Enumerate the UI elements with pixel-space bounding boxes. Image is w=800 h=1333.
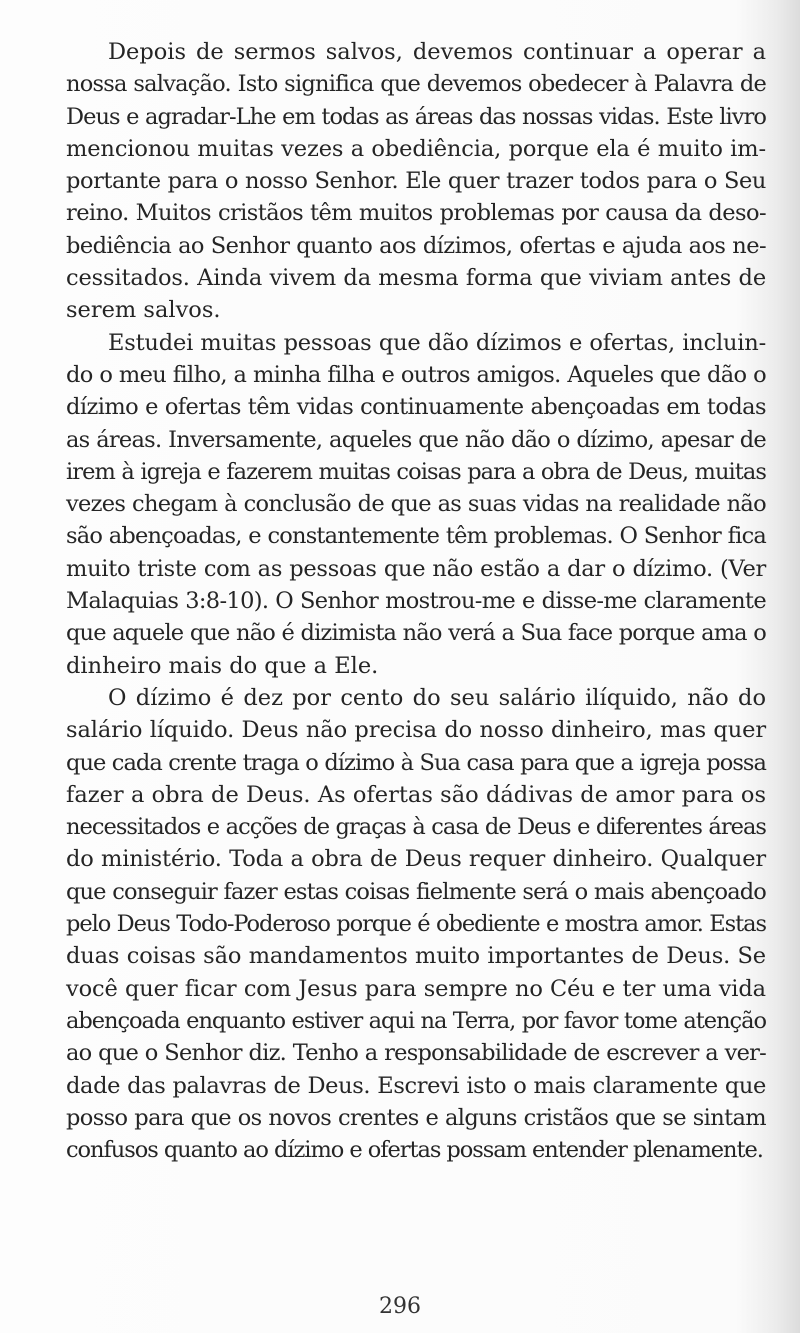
text-line: reino. Muitos cristãos têm muitos problemas por causa da deso- [66, 200, 766, 227]
text-line: mencionou muitas vezes a obediência, porque ela é muito im- [66, 135, 766, 162]
text-line: necessitados e acções de graças à casa de Deus e diferentes áreas [66, 814, 766, 841]
text-line: que conseguir fazer estas coisas fielmente será o mais abençoado [66, 878, 766, 905]
body-text [66, 36, 766, 1166]
text-line: que aquele que não é dizimista não verá a Sua face porque ama o [66, 620, 766, 647]
text-line: serem salvos. [66, 297, 221, 324]
paragraph-2 [66, 327, 766, 682]
text-line: Deus e agradar-Lhe em todas as áreas das nossas vidas. Este livro [66, 103, 766, 130]
text-line: muito triste com as pessoas que não estão a dar o dízimo. (Ver [66, 555, 766, 582]
text-line: salário líquido. Deus não precisa do nosso dinheiro, mas quer [66, 717, 766, 744]
text-line: confusos quanto ao dízimo e ofertas possam entender plenamente. [66, 1137, 763, 1164]
text-line: pelo Deus Todo-Poderoso porque é obediente e mostra amor. Estas [66, 911, 766, 938]
text-line: nossa salvação. Isto significa que devemos obedecer à Palavra de [66, 71, 766, 98]
text-line: irem à igreja e fazerem muitas coisas para a obra de Deus, muitas [66, 458, 766, 485]
text-line: Estudei muitas pessoas que dão dízimos e ofertas, incluin- [108, 329, 766, 356]
text-line: abençoada enquanto estiver aqui na Terra, por favor tome atenção [66, 1007, 766, 1034]
text-line: as áreas. Inversamente, aqueles que não dão o dízimo, apesar de [66, 426, 766, 453]
text-line: do o meu filho, a minha filha e outros amigos. Aqueles que dão o [66, 361, 766, 388]
text-line: duas coisas são mandamentos muito importantes de Deus. Se [66, 943, 766, 970]
text-line: dade das palavras de Deus. Escrevi isto o mais claramente que [66, 1072, 766, 1099]
paragraph-1 [66, 36, 766, 327]
text-line: do ministério. Toda a obra de Deus requer dinheiro. Qualquer [66, 846, 766, 873]
text-line: cessitados. Ainda vivem da mesma forma que viviam antes de [66, 265, 766, 292]
text-line: Depois de sermos salvos, devemos continuar a operar a [108, 39, 766, 65]
text-line: O dízimo é dez por cento do seu salário ilíquido, não do [108, 684, 766, 711]
text-line: fazer a obra de Deus. As ofertas são dádivas de amor para os [66, 781, 766, 808]
paragraph-3 [66, 682, 766, 1166]
text-line: vezes chegam à conclusão de que as suas vidas na realidade não [66, 491, 766, 518]
text-line: você quer ficar com Jesus para sempre no Céu e ter uma vida [66, 975, 766, 1002]
text-line: dinheiro mais do que a Ele. [66, 652, 379, 679]
text-line: posso para que os novos crentes e alguns cristãos que se sintam [66, 1104, 766, 1131]
text-line: ao que o Senhor diz. Tenho a responsabilidade de escrever a ver- [66, 1040, 766, 1067]
text-line: Malaquias 3:8-10). O Senhor mostrou-me e disse-me claramente [66, 588, 766, 615]
text-line: que cada crente traga o dízimo à Sua casa para que a igreja possa [66, 749, 766, 776]
text-line: bediência ao Senhor quanto aos dízimos, ofertas e ajuda aos ne- [66, 232, 766, 259]
text-line: portante para o nosso Senhor. Ele quer trazer todos para o Seu [66, 168, 766, 195]
text-line: são abençoadas, e constantemente têm problemas. O Senhor fica [66, 523, 766, 550]
page-number: 296 [379, 1294, 421, 1319]
text-line: dízimo e ofertas têm vidas continuamente abençoadas em todas [66, 394, 766, 421]
